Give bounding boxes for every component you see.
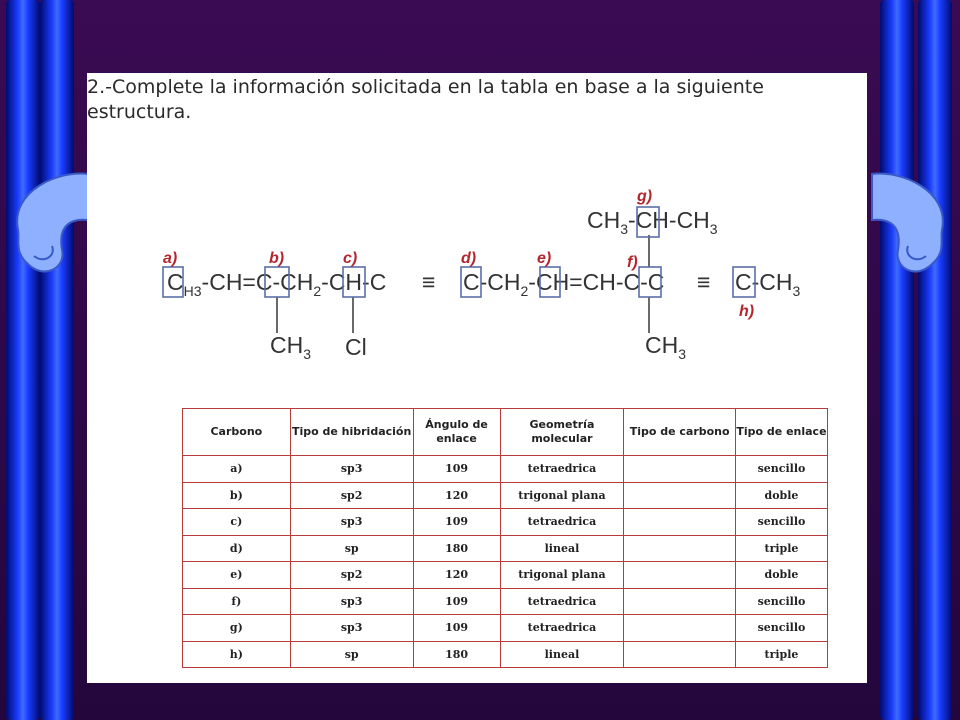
cell-geometria: trigonal plana [500, 562, 624, 589]
cell-hibridacion: sp2 [290, 482, 413, 509]
cell-tipo-carbono [624, 641, 736, 668]
cell-tipo-enlace: doble [735, 562, 827, 589]
cell-tipo-carbono [624, 562, 736, 589]
cell-tipo-enlace: sencillo [735, 456, 827, 483]
curtain-rod [918, 0, 952, 720]
cell-carbono: e) [183, 562, 291, 589]
substituent-methyl-b: $CH_3$ [270, 332, 312, 362]
cell-angulo: 109 [413, 588, 500, 615]
label-f: f) [627, 254, 638, 271]
table-row [183, 535, 828, 562]
cell-tipo-enlace: triple [735, 641, 827, 668]
header-hibridacion: Tipo de hibridación [290, 409, 413, 456]
cell-carbono: d) [183, 535, 291, 562]
label-b: b) [269, 250, 285, 267]
cell-tipo-enlace: sencillo [735, 588, 827, 615]
cell-geometria: trigonal plana [500, 482, 624, 509]
substituent-methyl-f: $CH_3$ [645, 332, 687, 362]
table-header-row [183, 409, 828, 456]
right-curtain [870, 0, 960, 720]
table-row [183, 588, 828, 615]
label-e: e) [537, 250, 552, 267]
cell-angulo: 180 [413, 641, 500, 668]
table-row [183, 615, 828, 642]
cell-angulo: 120 [413, 562, 500, 589]
cell-tipo-enlace: triple [735, 535, 827, 562]
curtain-rod [40, 0, 74, 720]
cell-tipo-enlace: doble [735, 482, 827, 509]
cell-geometria: lineal [500, 535, 624, 562]
left-curtain [0, 0, 90, 720]
right-curtain-tieback [870, 160, 960, 290]
cell-angulo: 120 [413, 482, 500, 509]
document-panel [87, 73, 867, 683]
cell-tipo-enlace: sencillo [735, 509, 827, 536]
substituent-chloro: Cl [345, 334, 367, 360]
label-a: a) [163, 250, 178, 267]
cell-angulo: 180 [413, 535, 500, 562]
cell-angulo: 109 [413, 456, 500, 483]
cell-tipo-carbono [624, 535, 736, 562]
main-chain-part-2: $C-CH_2-CH=CH-C-C$ [463, 269, 665, 299]
header-tipo-carbono: Tipo de carbono [624, 409, 736, 456]
cell-geometria: tetraedrica [500, 509, 624, 536]
left-curtain-tieback [0, 160, 90, 290]
cell-carbono: a) [183, 456, 291, 483]
cell-geometria: lineal [500, 641, 624, 668]
curtain-rod [880, 0, 914, 720]
cell-carbono: f) [183, 588, 291, 615]
triple-bond-1: ≡ [422, 269, 436, 295]
cell-carbono: b) [183, 482, 291, 509]
cell-geometria: tetraedrica [500, 615, 624, 642]
label-g: g) [637, 188, 653, 205]
curtain-rod [6, 0, 40, 720]
cell-tipo-enlace: sencillo [735, 615, 827, 642]
header-carbono: Carbono [183, 409, 291, 456]
table-row [183, 641, 828, 668]
cell-carbono: h) [183, 641, 291, 668]
cell-angulo: 109 [413, 509, 500, 536]
cell-angulo: 109 [413, 615, 500, 642]
table-row [183, 509, 828, 536]
cell-hibridacion: sp [290, 641, 413, 668]
table-row [183, 562, 828, 589]
cell-geometria: tetraedrica [500, 588, 624, 615]
cell-hibridacion: sp3 [290, 509, 413, 536]
cell-tipo-carbono [624, 456, 736, 483]
label-c: c) [343, 250, 358, 267]
substituent-isopropyl: $CH_3-CH-CH_3$ [587, 207, 718, 237]
header-angulo: Ángulo de enlace [413, 409, 500, 456]
question-title: 2.-Complete la información solicitada en la tabla en base a la siguiente estructura. [87, 76, 764, 123]
cell-tipo-carbono [624, 509, 736, 536]
cell-tipo-carbono [624, 482, 736, 509]
cell-hibridacion: sp3 [290, 588, 413, 615]
label-h: h) [739, 303, 755, 320]
header-geometria: Geometría molecular [500, 409, 624, 456]
cell-hibridacion: sp3 [290, 456, 413, 483]
main-chain-part-3: $C-CH_3$ [735, 269, 801, 299]
table-row [183, 482, 828, 509]
triple-bond-2: ≡ [697, 269, 711, 295]
cell-geometria: tetraedrica [500, 456, 624, 483]
cell-hibridacion: sp2 [290, 562, 413, 589]
cell-carbono: g) [183, 615, 291, 642]
table-row [183, 456, 828, 483]
cell-hibridacion: sp [290, 535, 413, 562]
cell-carbono: c) [183, 509, 291, 536]
label-d: d) [461, 250, 477, 267]
chemical-structure [157, 183, 817, 373]
cell-hibridacion: sp3 [290, 615, 413, 642]
hybridization-table [182, 408, 828, 668]
cell-tipo-carbono [624, 588, 736, 615]
cell-tipo-carbono [624, 615, 736, 642]
header-tipo-enlace: Tipo de enlace [735, 409, 827, 456]
main-chain-part-1: $C_H3-CH=C-CH_2-CH-C$ [167, 269, 387, 299]
